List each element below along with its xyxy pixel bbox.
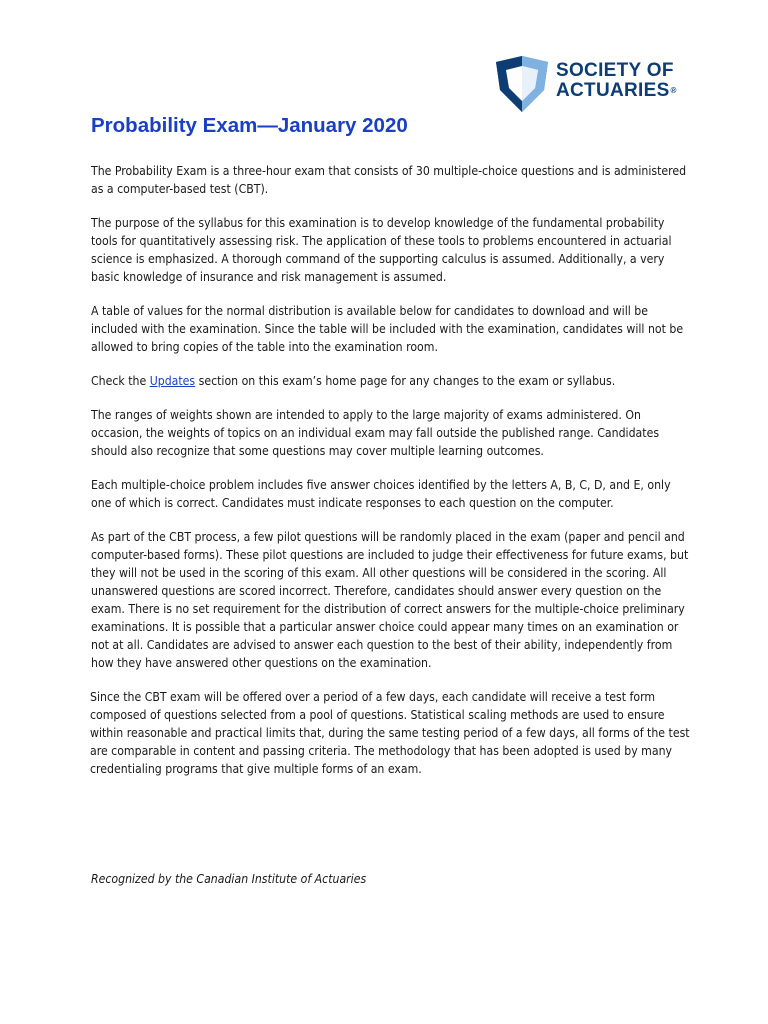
recognition-footer: Recognized by the Canadian Institute of Actuaries <box>91 872 367 886</box>
logo-wordmark <box>556 61 677 101</box>
paragraph-pilot-questions: As part of the CBT process, a few pilot questions will be randomly placed in the exam (paper and pencil and computer-based forms). These pilot questions are included to judge their effectiveness for future exams, but they will not be used in the scoring of this exam. All other questions will be considered in the scoring. All unanswered questions are scored incorrect. Therefore, candidates should answer every question on the exam. There is no set requirement for the distribution of correct answers for the multiple-choice preliminary examinations. It is possible that a particular answer choice could appear many times on an examination or not at all. Candidates are advised to answer each question to the best of their ability, independently from how they have answered other questions on the examination. <box>91 530 689 670</box>
paragraph-test-forms: Since the CBT exam will be offered over a period of a few days, each candidate will receive a test form composed of questions selected from a pool of questions. Statistical scaling methods are used to ensure within reasonable and practical limits that, during the same testing period of a few days, all forms of the test are comparable in content and passing criteria. The methodology that has been adopted is used by many credentialing programs that give multiple forms of an exam. <box>90 690 690 776</box>
logo-line-1: SOCIETY OF <box>556 60 674 81</box>
paragraph-weights: The ranges of weights shown are intended to apply to the large majority of exams administered. On occasion, the weights of topics on an individual exam may fall outside the published range. Candidates should also recognize that some questions may cover multiple learning outcomes. <box>91 408 660 458</box>
updates-link[interactable]: Updates <box>149 374 196 388</box>
page-title: Probability Exam—January 2020 <box>91 114 408 137</box>
logo-line-2: ACTUARIES <box>556 80 670 101</box>
updates-text-before: Check the <box>91 374 150 388</box>
shield-logo-icon <box>492 54 552 114</box>
paragraph-multiple-choice: Each multiple-choice problem includes five answer choices identified by the letters A, B, C, D, and E, only one of which is correct. Candidates must indicate responses to each question on the computer. <box>91 478 671 510</box>
paragraph-updates <box>91 372 691 390</box>
paragraph-purpose: The purpose of the syllabus for this examination is to develop knowledge of the fundamental probability tools for quantitatively assessing risk. The application of these tools to problems encountered in actuarial science is emphasized. A thorough command of the supporting calculus is assumed. Additionally, a very basic knowledge of insurance and risk management is assumed. <box>91 216 672 284</box>
updates-text-after: section on this exam’s home page for any changes to the exam or syllabus. <box>195 374 616 388</box>
registered-mark: ® <box>670 86 677 95</box>
paragraph-intro: The Probability Exam is a three-hour exam that consists of 30 multiple-choice questions and is administered as a computer-based test (CBT). <box>91 164 687 196</box>
paragraph-normal-table: A table of values for the normal distribution is available below for candidates to download and will be included with the examination. Since the table will be included with the examination, candidates will not be allowed to bring copies of the table into the examination room. <box>91 304 684 354</box>
document-body <box>91 162 691 794</box>
soa-logo <box>492 54 692 114</box>
